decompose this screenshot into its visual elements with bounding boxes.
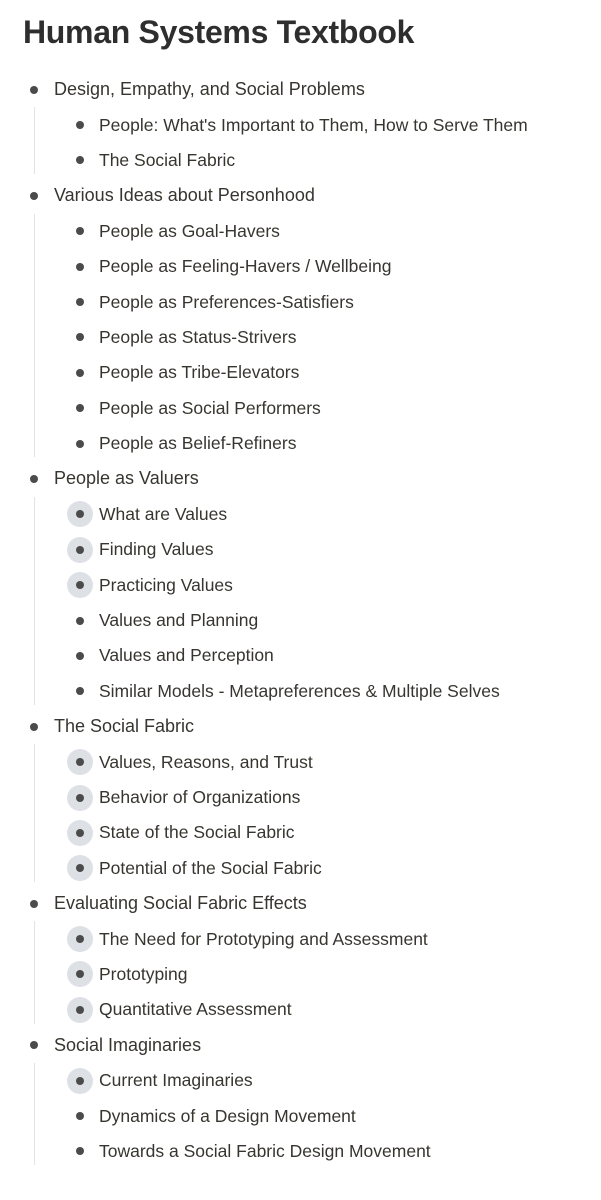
page-title: Human Systems Textbook [23, 14, 415, 50]
outline-subitem[interactable] [0, 992, 601, 1027]
bullet-icon[interactable] [67, 1103, 93, 1129]
bullet-dot-icon [76, 404, 84, 412]
bullet-dot-icon [76, 156, 84, 164]
bullet-dot-icon [30, 723, 38, 731]
bullet-dot-icon [76, 546, 84, 554]
outline-item-label[interactable]: Design, Empathy, and Social Problems [54, 79, 365, 100]
outline-item[interactable] [0, 72, 601, 107]
bullet-dot-icon [76, 263, 84, 271]
outline-section [0, 1028, 601, 1170]
outline-children [0, 107, 601, 178]
outline-item[interactable] [0, 709, 601, 744]
outline-subitem[interactable] [0, 107, 601, 142]
outline-item[interactable] [0, 461, 601, 496]
outline-children [0, 744, 601, 886]
bullet-dot-icon [76, 935, 84, 943]
outline-section [0, 178, 601, 461]
outline-item-label[interactable]: Social Imaginaries [54, 1034, 202, 1055]
outline-children [0, 1063, 601, 1169]
bullet-icon[interactable] [67, 1138, 93, 1164]
outline-subitem-label[interactable]: People as Social Performers [99, 397, 321, 418]
outline-subitem-label[interactable]: Potential of the Social Fabric [99, 857, 322, 878]
outline-subitem-label[interactable]: People: What's Important to Them, How to Serve Them [99, 114, 528, 135]
outline-subitem[interactable] [0, 214, 601, 249]
outline-subitem[interactable] [0, 532, 601, 567]
collapsed-bullet-icon[interactable] [67, 820, 93, 846]
bullet-dot-icon [76, 687, 84, 695]
outline-subitem-label[interactable]: Prototyping [99, 963, 188, 984]
bullet-dot-icon [76, 829, 84, 837]
collapsed-bullet-icon[interactable] [67, 572, 93, 598]
bullet-icon[interactable] [67, 324, 93, 350]
bullet-dot-icon [76, 510, 84, 518]
bullet-dot-icon [76, 581, 84, 589]
bullet-dot-icon [76, 864, 84, 872]
outline-subitem-label[interactable]: Values and Perception [99, 645, 274, 666]
outline-item[interactable] [0, 1028, 601, 1063]
outline-subitem-label[interactable]: People as Tribe-Elevators [99, 362, 300, 383]
bullet-dot-icon [76, 1077, 84, 1085]
outline-subitem[interactable] [0, 744, 601, 779]
collapsed-bullet-icon[interactable] [67, 961, 93, 987]
outline-subitem-label[interactable]: People as Preferences-Satisfiers [99, 291, 354, 312]
outline-subitem-label[interactable]: The Need for Prototyping and Assessment [99, 928, 428, 949]
bullet-dot-icon [76, 758, 84, 766]
bullet-icon[interactable] [21, 183, 47, 209]
outline-subitem[interactable] [0, 497, 601, 532]
bullet-dot-icon [76, 227, 84, 235]
bullet-dot-icon [76, 970, 84, 978]
bullet-dot-icon [76, 617, 84, 625]
bullet-dot-icon [76, 333, 84, 341]
bullet-icon[interactable] [67, 643, 93, 669]
bullet-dot-icon [30, 475, 38, 483]
bullet-dot-icon [76, 1112, 84, 1120]
bullet-dot-icon [76, 652, 84, 660]
bullet-icon[interactable] [21, 1032, 47, 1058]
outline-section [0, 886, 601, 1028]
bullet-icon[interactable] [67, 678, 93, 704]
outline-section [0, 709, 601, 886]
outline-subitem-label[interactable]: State of the Social Fabric [99, 822, 295, 843]
bullet-dot-icon [30, 192, 38, 200]
outline-subitem[interactable] [0, 780, 601, 815]
outline-list [0, 72, 601, 1169]
bullet-dot-icon [76, 794, 84, 802]
outline-section [0, 461, 601, 709]
bullet-icon[interactable] [21, 714, 47, 740]
collapsed-bullet-icon[interactable] [67, 749, 93, 775]
outline-children [0, 921, 601, 1027]
bullet-icon[interactable] [67, 608, 93, 634]
bullet-icon[interactable] [67, 431, 93, 457]
outline-subitem[interactable] [0, 638, 601, 673]
outline-subitem[interactable] [0, 143, 601, 178]
bullet-icon[interactable] [67, 147, 93, 173]
bullet-dot-icon [30, 86, 38, 94]
outline-item-label[interactable]: People as Valuers [54, 468, 199, 489]
bullet-dot-icon [76, 121, 84, 129]
outline-subitem-label[interactable]: People as Goal-Havers [99, 220, 280, 241]
outline-subitem[interactable] [0, 1098, 601, 1133]
collapsed-bullet-icon[interactable] [67, 926, 93, 952]
outline-subitem[interactable] [0, 674, 601, 709]
collapsed-bullet-icon[interactable] [67, 501, 93, 527]
outline-subitem[interactable] [0, 567, 601, 602]
outline-subitem[interactable] [0, 284, 601, 319]
outline-subitem[interactable] [0, 1063, 601, 1098]
outline-subitem-label[interactable]: Finding Values [99, 539, 214, 560]
outline-item-label[interactable]: Various Ideas about Personhood [54, 185, 315, 206]
bullet-icon[interactable] [67, 254, 93, 280]
bullet-icon[interactable] [67, 289, 93, 315]
outline-subitem-label[interactable]: Values, Reasons, and Trust [99, 751, 313, 772]
bullet-dot-icon [30, 900, 38, 908]
outline-subitem-label[interactable]: Similar Models - Metapreferences & Multiple Selves [99, 680, 500, 701]
outline-subitem[interactable] [0, 355, 601, 390]
outline-subitem[interactable] [0, 426, 601, 461]
outline-subitem[interactable] [0, 815, 601, 850]
bullet-dot-icon [76, 1147, 84, 1155]
collapsed-bullet-icon[interactable] [67, 1068, 93, 1094]
collapsed-bullet-icon[interactable] [67, 537, 93, 563]
bullet-dot-icon [76, 440, 84, 448]
outline-subitem[interactable] [0, 1134, 601, 1169]
collapsed-bullet-icon[interactable] [67, 997, 93, 1023]
outline-subitem[interactable] [0, 921, 601, 956]
bullet-dot-icon [30, 1041, 38, 1049]
outline-subitem-label[interactable]: Towards a Social Fabric Design Movement [99, 1140, 431, 1161]
bullet-dot-icon [76, 298, 84, 306]
outline-subitem-label[interactable]: Current Imaginaries [99, 1070, 253, 1091]
outline-subitem[interactable] [0, 851, 601, 886]
outline-subitem-label[interactable]: People as Feeling-Havers / Wellbeing [99, 256, 392, 277]
bullet-icon[interactable] [67, 395, 93, 421]
outline-subitem-label[interactable]: Values and Planning [99, 610, 259, 631]
outline-subitem-label[interactable]: Practicing Values [99, 574, 233, 595]
bullet-icon[interactable] [21, 466, 47, 492]
outline-subitem[interactable] [0, 391, 601, 426]
bullet-icon[interactable] [67, 360, 93, 386]
outline-item-label[interactable]: The Social Fabric [54, 716, 195, 737]
outline-children [0, 214, 601, 462]
collapsed-bullet-icon[interactable] [67, 785, 93, 811]
collapsed-bullet-icon[interactable] [67, 855, 93, 881]
outline-subitem-label[interactable]: Dynamics of a Design Movement [99, 1105, 356, 1126]
outline-subitem[interactable] [0, 249, 601, 284]
outline-subitem[interactable] [0, 603, 601, 638]
outline-subitem[interactable] [0, 320, 601, 355]
outline-item-label[interactable]: Evaluating Social Fabric Effects [54, 893, 307, 914]
outline-subitem-label[interactable]: The Social Fabric [99, 149, 236, 170]
outline-subitem-label[interactable]: Behavior of Organizations [99, 787, 301, 807]
bullet-icon[interactable] [67, 218, 93, 244]
bullet-dot-icon [76, 1006, 84, 1014]
bullet-icon[interactable] [21, 77, 47, 103]
outline-item[interactable] [0, 886, 601, 921]
bullet-dot-icon [76, 369, 84, 377]
outline-subitem-label[interactable]: People as Status-Strivers [99, 326, 297, 347]
outline-subitem-label[interactable]: What are Values [99, 503, 228, 524]
outline-section [0, 72, 601, 178]
outline-subitem[interactable] [0, 957, 601, 992]
outline-item[interactable] [0, 178, 601, 213]
bullet-icon[interactable] [67, 112, 93, 138]
outline-subitem-label[interactable]: Quantitative Assessment [99, 999, 292, 1020]
bullet-icon[interactable] [21, 891, 47, 917]
outline-children [0, 497, 601, 709]
outline-subitem-label[interactable]: People as Belief-Refiners [99, 433, 297, 454]
